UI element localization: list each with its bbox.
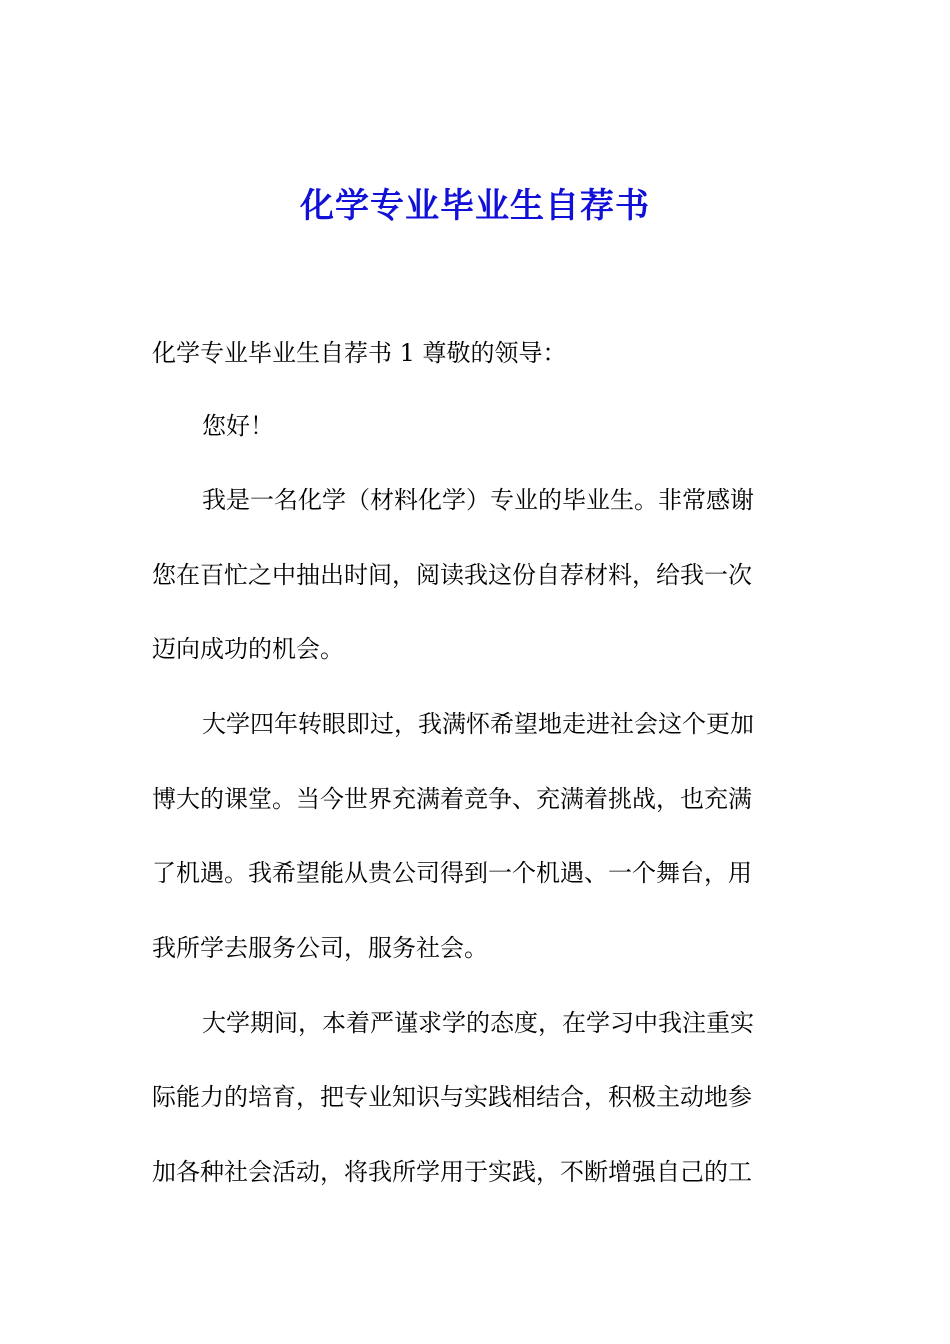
greeting-line: 您好！: [202, 412, 274, 440]
paragraph-line: 您在百忙之中抽出时间，阅读我这份自荐材料，给我一次: [152, 561, 752, 589]
paragraph-line: 博大的课堂。当今世界充满着竞争、充满着挑战，也充满: [152, 785, 752, 813]
paragraph-line: 了机遇。我希望能从贵公司得到一个机遇、一个舞台，用: [152, 859, 752, 887]
paragraph-line: 大学四年转眼即过，我满怀希望地走进社会这个更加: [202, 710, 754, 738]
paragraph-line: 加各种社会活动，将我所学用于实践，不断增强自己的工: [152, 1158, 752, 1186]
paragraph-line: 大学期间，本着严谨求学的态度，在学习中我注重实: [202, 1009, 754, 1037]
paragraph-line: 我所学去服务公司，服务社会。: [152, 934, 488, 962]
paragraph-line: 迈向成功的机会。: [152, 635, 344, 663]
document-title: 化学专业毕业生自荐书: [300, 186, 650, 226]
paragraph-line: 我是一名化学（材料化学）专业的毕业生。非常感谢: [202, 486, 754, 514]
salutation-line: 化学专业毕业生自荐书 1 尊敬的领导：: [152, 339, 567, 367]
paragraph-line: 际能力的培育，把专业知识与实践相结合，积极主动地参: [152, 1083, 752, 1111]
